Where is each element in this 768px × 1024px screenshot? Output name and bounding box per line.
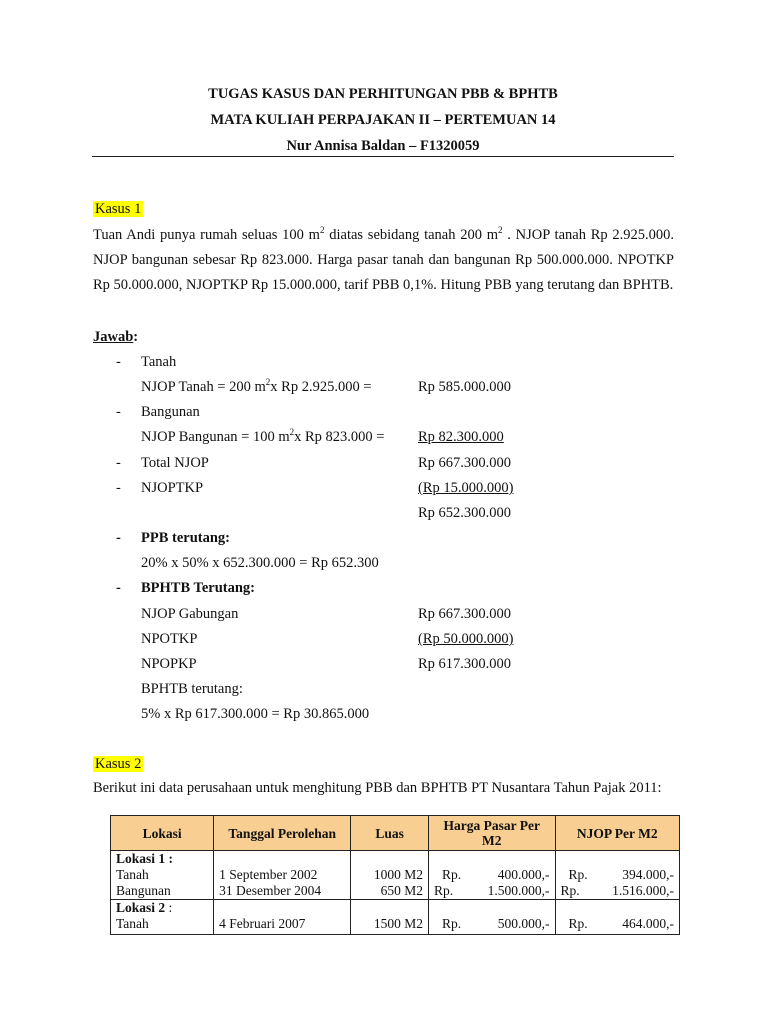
problem-text-c: . NJOP tanah Rp 2.925.000. NJOP bangunan sebesar Rp 823.000. Harga pasar tanah dan bangunan Rp 500.000.000. NPOTKP Rp 50.000.000, NJOPTKP Rp 15.000.000, tarif PBB 0,1%. Hitung PBB yang terutang dan BPHTB. — [93, 227, 675, 293]
npotkp-label: NPOTKP — [141, 631, 198, 647]
njop-tanah-text-b: x Rp 2.925.000 = — [270, 379, 372, 395]
area-cell: 1500 M2 — [351, 916, 429, 935]
object-cell: Tanah — [111, 916, 214, 935]
amount: 1.500.000,- — [487, 883, 550, 898]
njop-tanah-formula — [141, 379, 372, 396]
bullet-dash: - — [116, 455, 121, 471]
col-header-harga: Harga Pasar Per M2 — [428, 816, 555, 851]
amount: 1.516.000,- — [612, 883, 674, 898]
table-row — [111, 867, 680, 883]
empty-cell — [214, 900, 351, 917]
npopkp-value: Rp 617.300.000 — [418, 656, 512, 672]
total-njop-value: Rp 667.300.000 — [418, 455, 512, 471]
kasus2-heading-text: Kasus 2 — [95, 756, 142, 772]
kasus1-heading-text: Kasus 1 — [95, 201, 142, 217]
problem-sup-2: 2 — [498, 225, 503, 236]
price-cell — [428, 916, 555, 935]
currency-label: Rp. — [560, 883, 580, 898]
currency-label: Rp. — [433, 883, 454, 898]
kasus1-problem — [93, 223, 674, 298]
njop-bangunan-formula — [141, 429, 384, 446]
table-row — [111, 900, 680, 917]
njop-tanah-text-a: NJOP Tanah = 200 m — [141, 379, 266, 395]
njop-cell — [555, 883, 679, 900]
amount: 500.000,- — [497, 916, 550, 931]
bphtb-terutang-heading: BPHTB Terutang: — [141, 580, 256, 596]
kasus1-heading — [93, 201, 143, 218]
area-cell: 650 M2 — [351, 883, 429, 900]
bphtb-label: BPHTB terutang: — [141, 681, 243, 697]
kasus2-heading — [93, 756, 143, 773]
njop-bangunan-sup: 2 — [289, 427, 295, 438]
author-line: Nur Annisa Baldan – F1320059 — [286, 138, 480, 154]
col-header-luas: Luas — [351, 816, 429, 851]
header-divider — [92, 156, 674, 157]
group-name: Lokasi 1 : — [111, 851, 214, 868]
total-njop-label: Total NJOP — [141, 455, 209, 471]
col-header-lokasi: Lokasi — [111, 816, 214, 851]
empty-cell — [214, 851, 351, 868]
empty-cell — [428, 851, 555, 868]
bullet-dash: - — [116, 480, 121, 496]
table-row — [111, 883, 680, 900]
problem-sup-1: 2 — [319, 225, 325, 236]
njop-bangunan-text-b: x Rp 823.000 = — [294, 429, 385, 445]
object-cell: Tanah — [111, 867, 214, 883]
bullet-dash: - — [116, 530, 121, 546]
date-cell: 4 Februari 2007 — [214, 916, 351, 935]
njop-bangunan-value: Rp 82.300.000 — [418, 429, 504, 445]
njop-gabungan-value: Rp 667.300.000 — [418, 606, 512, 622]
price-cell — [428, 867, 555, 883]
njoptkp-label: NJOPTKP — [141, 480, 204, 496]
njop-cell — [555, 916, 679, 935]
jawab-text: Jawab — [93, 329, 134, 345]
amount: 394.000,- — [622, 867, 674, 882]
col-header-tanggal: Tanggal Perolehan — [214, 816, 351, 851]
problem-text-a: Tuan Andi punya rumah seluas 100 m — [93, 227, 320, 243]
empty-cell — [351, 851, 429, 868]
col-header-njop: NJOP Per M2 — [555, 816, 679, 851]
currency-label: Rp. — [441, 916, 462, 931]
date-cell: 31 Desember 2004 — [214, 883, 351, 900]
date-cell: 1 September 2002 — [214, 867, 351, 883]
tanah-label: Tanah — [141, 354, 177, 370]
amount: 400.000,- — [497, 867, 550, 882]
bangunan-label: Bangunan — [141, 404, 200, 420]
problem-text-b: diatas sebidang tanah 200 m — [324, 227, 499, 243]
njop-tanah-sup: 2 — [265, 377, 271, 388]
njop-gabungan-label: NJOP Gabungan — [141, 606, 239, 622]
bullet-dash: - — [116, 354, 121, 370]
title-line-2: MATA KULIAH PERPAJAKAN II – PERTEMUAN 14 — [210, 112, 556, 128]
area-cell: 1000 M2 — [351, 867, 429, 883]
group-name-suffix: : — [165, 900, 173, 915]
ppb-calculation: 20% x 50% x 652.300.000 = Rp 652.300 — [141, 555, 379, 571]
table-row — [111, 851, 680, 868]
currency-label: Rp. — [441, 867, 462, 882]
jawab-colon: : — [133, 329, 139, 345]
njoptkp-value: (Rp 15.000.000) — [418, 480, 514, 496]
object-cell: Bangunan — [111, 883, 214, 900]
currency-label: Rp. — [568, 916, 588, 931]
bullet-dash: - — [116, 580, 121, 596]
group-name: Lokasi 2 — [116, 900, 166, 915]
empty-cell — [555, 900, 679, 917]
npotkp-value: (Rp 50.000.000) — [418, 631, 514, 647]
empty-cell — [428, 900, 555, 917]
title-line-1: TUGAS KASUS DAN PERHITUNGAN PBB & BPHTB — [208, 86, 558, 102]
kasus2-intro: Berikut ini data perusahaan untuk menghitung PBB dan BPHTB PT Nusantara Tahun Pajak 2011: — [93, 780, 662, 796]
empty-cell — [555, 851, 679, 868]
bullet-dash: - — [116, 404, 121, 420]
table-row — [111, 916, 680, 935]
njop-cell — [555, 867, 679, 883]
npopkp-label: NPOPKP — [141, 656, 197, 672]
njop-bangunan-text-a: NJOP Bangunan = 100 m — [141, 429, 290, 445]
jawab-label — [93, 329, 138, 346]
subtotal-value: Rp 652.300.000 — [418, 505, 512, 521]
property-data-table — [110, 815, 680, 935]
currency-label: Rp. — [568, 867, 588, 882]
njop-tanah-value: Rp 585.000.000 — [418, 379, 512, 395]
ppb-terutang-heading: PPB terutang: — [141, 530, 230, 546]
price-cell — [428, 883, 555, 900]
table-header-row — [111, 816, 680, 851]
amount: 464.000,- — [622, 916, 674, 931]
bphtb-calculation: 5% x Rp 617.300.000 = Rp 30.865.000 — [141, 706, 370, 722]
group-name-cell — [111, 900, 214, 917]
empty-cell — [351, 900, 429, 917]
